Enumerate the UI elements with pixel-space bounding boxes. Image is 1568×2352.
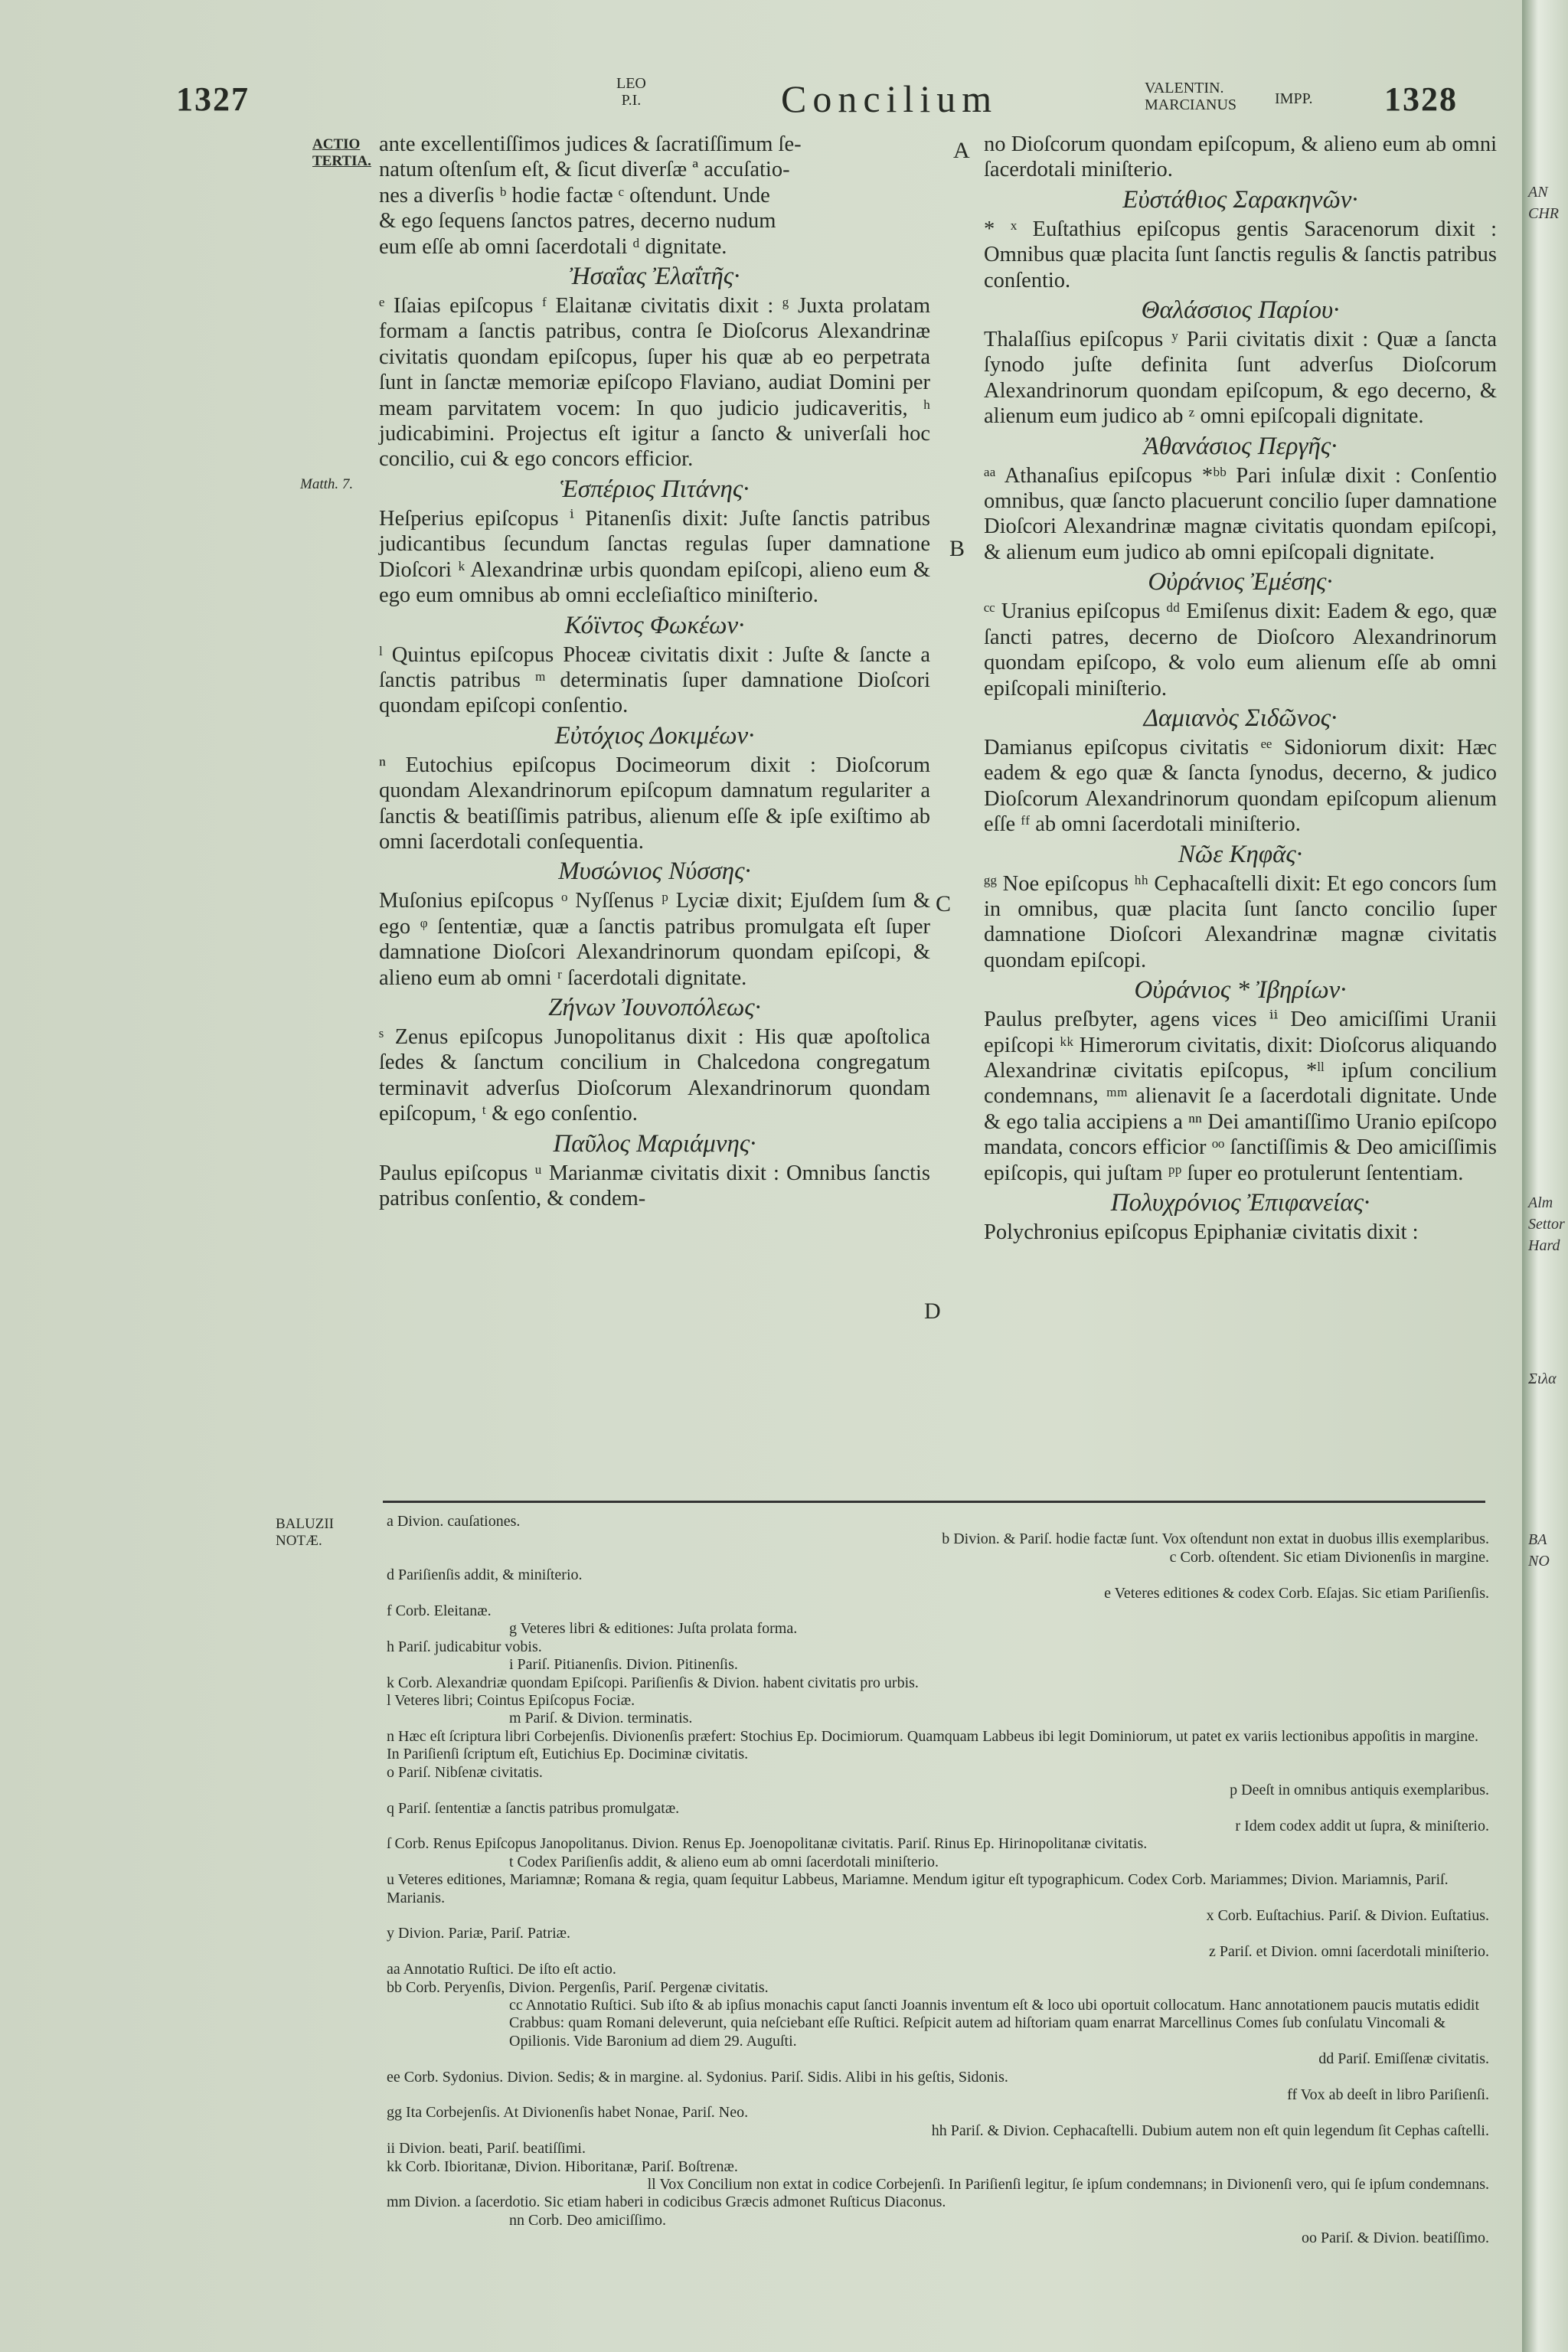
left-line-3: nes a diverſis ᵇ hodie factæ ᶜ oſtendunt. Unde bbox=[379, 183, 770, 207]
footnote: c Corb. oſtendent. Sic etiam Divionenſis in margine. bbox=[1169, 1548, 1489, 1566]
paragraph-zenus: ˢ Zenus epiſcopus Junopolitanus dixit : His quæ apoſtolica ſedes & ſanctum concilium in Chalcedona congregatum terminavit adverſus Dioſcorum Alexandrinorum quondam epiſcopum, ᵗ & ego conſentio. bbox=[379, 1024, 930, 1126]
footnote: t Codex Pariſienſis addit, & alieno eum ab omni ſacerdotali miniſterio. bbox=[509, 1853, 939, 1870]
running-head-title: Concilium bbox=[781, 77, 998, 120]
left-line-1: ante excellentiſſimos judices & ſacratiſſimum ſe- bbox=[379, 132, 802, 156]
footnote: b Divion. & Pariſ. hodie factæ ſunt. Vox oſtendunt non extat in duobus illis exemplaribus. bbox=[942, 1530, 1489, 1548]
footnote: h Pariſ. judicabitur vobis. bbox=[387, 1638, 542, 1655]
paragraph-eutochius: ⁿ Eutochius epiſcopus Docimeorum dixit : Dioſcorum quondam Alexandrinorum epiſcopum damnatum regulariter a ſanctis & beatiſſimis patribus, alienum eſſe & ipſe exiſtimo ab omni ſacerdotali conſequentia. bbox=[379, 753, 930, 854]
footnote: x Corb. Euſtachius. Pariſ. & Divion. Euſtatius. bbox=[1206, 1906, 1489, 1924]
next-page-fragment: AN bbox=[1528, 184, 1548, 201]
greek-heading-musonius: Μυσώνιος Νύσσης· bbox=[558, 858, 751, 886]
footnote: hh Pariſ. & Divion. Cephacaſtelli. Dubium autem non eſt quin legendum ſit Cephas caſtelli. bbox=[931, 2122, 1489, 2139]
footnote: q Pariſ. ſententiæ a ſanctis patribus promulgatæ. bbox=[387, 1799, 680, 1817]
paragraph-quintus: ˡ Quintus epiſcopus Phoceæ civitatis dixit : Juſte & ſancte a ſanctis patribus ᵐ determinatis ſuper damnatione Dioſcori quondam epiſcopi conſentio. bbox=[379, 642, 930, 718]
greek-heading-athanasius: Ἀθανάσιος Περγῆς· bbox=[1143, 432, 1338, 460]
footnote: g Veteres libri & editiones: Juſta prolata forma. bbox=[509, 1620, 798, 1638]
paragraph-polychronius: Polychronius epiſcopus Epiphaniæ civitatis dixit : bbox=[984, 1220, 1419, 1244]
footnote: ſ Corb. Renus Epiſcopus Janopolitanus. Divion. Renus Ep. Joenopolitanæ civitatis. Pariſ. Rinus Ep. Hirinopolitanæ civitatis. bbox=[387, 1835, 1148, 1853]
next-page-fragment: Alm bbox=[1528, 1194, 1553, 1211]
paragraph-noe: ᵍᵍ Noe epiſcopus ʰʰ Cephacaſtelli dixit: Et ego concors ſum in omnibus, quæ placita ſunt ſancto concilio ſuper damnatione Dioſcori Alexandrinæ magnæ civitatis quondam epiſcopi. bbox=[984, 871, 1497, 972]
next-page-fragment: BA bbox=[1528, 1531, 1547, 1548]
footnotes bbox=[387, 1513, 1489, 2248]
paragraph-paulus: Paulus epiſcopus ᵘ Marianmæ civitatis dixit : Omnibus ſanctis patribus conſentio, & condem- bbox=[379, 1161, 930, 1210]
footnote: mm Divion. a ſacerdotio. Sic etiam haberi in codicibus Græcis admonet Ruſticus Diaconus. bbox=[387, 2194, 946, 2211]
paragraph-musonius: Muſonius epiſcopus ᵒ Nyſſenus ᵖ Lyciæ dixit; Ejuſdem ſum & ego ᵠ ſententiæ, quæ a ſanctis patribus promulgata eſt ſuper damnatione Dioſcori Alexandrinorum quondam epiſcopi, & alieno eum ab omni ʳ ſacerdotali dignitate. bbox=[379, 889, 930, 990]
footnote: ff Vox ab deeſt in libro Pariſienſi. bbox=[1287, 2086, 1489, 2103]
footnote: dd Pariſ. Emiſſenæ civitatis. bbox=[1318, 2050, 1489, 2068]
section-letter-b: B bbox=[949, 536, 965, 561]
next-page-fragment: Σιλα bbox=[1528, 1370, 1557, 1387]
greek-heading-hesperius: Ἑσπέριος Πιτάνης· bbox=[560, 475, 750, 503]
paragraph-uranius: ᶜᶜ Uranius epiſcopus ᵈᵈ Emiſenus dixit: Eadem & ego, quæ ſancti patres, decerno de Dioſcoro Alexandrinorum quondam epiſcopo, & volo eum alienum eſſe ab omni epiſcopali miniſterio. bbox=[984, 599, 1497, 701]
running-head-emperors: VALENTIN. MARCIANUS bbox=[1145, 80, 1237, 113]
left-column bbox=[379, 132, 930, 1211]
footnote: d Pariſienſis addit, & miniſterio. bbox=[387, 1566, 583, 1584]
footnote: nn Corb. Deo amiciſſimo. bbox=[509, 2211, 666, 2229]
section-letter-c: C bbox=[936, 891, 952, 916]
footnote: f Corb. Eleitanæ. bbox=[387, 1602, 492, 1620]
paragraph-thalassius: Thalaſſius epiſcopus ʸ Parii civitatis dixit : Quæ a ſancta ſynodo juſte definita ſunt adverſus Dioſcorum Alexandrinorum quondam epiſcopum, & ego decerno, & alienum eum judico ab ᶻ omni epiſcopali dignitate. bbox=[984, 328, 1497, 429]
greek-heading-uranius: Οὐράνιος Ἐμέσης· bbox=[1148, 568, 1333, 596]
left-line-2: natum oſtenſum eſt, & ſicut diverſæ ª accuſatio- bbox=[379, 158, 790, 182]
greek-heading-esaias: Ἠσαΐας Ἐλαΐτῆς· bbox=[569, 263, 740, 291]
section-letter-d: D bbox=[924, 1298, 941, 1324]
paragraph-damianus: Damianus epiſcopus civitatis ᵉᵉ Sidoniorum dixit: Hæc eadem & ego quæ & ſancta ſynodus, decerno, & judico Dioſcorum Alexandrinorum quondam epiſcopum alienum eſſe ᶠᶠ ab omni ſacerdotali miniſterio. bbox=[984, 735, 1497, 837]
next-page-fragment: Settor bbox=[1528, 1216, 1565, 1233]
running-head-leo: LEO P.I. bbox=[616, 75, 646, 109]
footnote: i Pariſ. Pitianenſis. Divion. Pitinenſis. bbox=[509, 1656, 738, 1674]
footnote-rule bbox=[383, 1501, 1485, 1503]
running-head-impp: IMPP. bbox=[1275, 90, 1313, 107]
footnote: a Divion. cauſationes. bbox=[387, 1513, 521, 1530]
margin-actio: ACTIO TERTIA. bbox=[312, 136, 371, 169]
paragraph-hesperius: Heſperius epiſcopus ⁱ Pitanenſis dixit: Juſte ſanctis patribus judicantibus ſecundum ſanctas regulas ſuper damnatione Dioſcori ᵏ Alexandrinæ urbis quondam epiſcopi, alieno eum & ego eum omnibus ab omni eccleſiaſtico miniſterio. bbox=[379, 506, 930, 608]
next-page-fragment: CHR bbox=[1528, 205, 1559, 222]
page-number-right: 1328 bbox=[1384, 80, 1458, 118]
greek-heading-thalassius: Θαλάσσιος Παρίου· bbox=[1141, 296, 1340, 325]
greek-heading-paulus: Παῦλος Μαριάμνης· bbox=[553, 1129, 756, 1158]
next-page-edge bbox=[1522, 0, 1568, 2352]
next-page-fragment: Hard bbox=[1528, 1237, 1560, 1254]
footnote: oo Pariſ. & Divion. beatiſſimo. bbox=[1302, 2230, 1489, 2247]
footnote: o Pariſ. Nibſenæ civitatis. bbox=[387, 1763, 543, 1781]
paragraph-continuation: no Dioſcorum quondam epiſcopum, & alieno eum ab omni ſacerdotali miniſterio. bbox=[984, 132, 1497, 182]
right-column bbox=[984, 132, 1497, 1245]
left-line-5: eum eſſe ab omni ſacerdotali ᵈ dignitate. bbox=[379, 234, 727, 259]
footnote: aa Annotatio Ruſtici. De iſto eſt actio. bbox=[387, 1961, 616, 1978]
paragraph-eustathius: * ˣ Euſtathius epiſcopus gentis Saracenorum dixit : Omnibus quæ placita ſunt ſanctis regulis & ſanctis patribus conſentio. bbox=[984, 217, 1497, 292]
notes-label: BALUZII NOTÆ. bbox=[276, 1516, 334, 1549]
next-page-fragment: NO bbox=[1528, 1553, 1550, 1570]
page-number-left: 1327 bbox=[176, 80, 250, 118]
footnote: cc Annotatio Ruſtici. Sub iſto & ab ipſius monachis caput ſancti Joannis inventum eſt & loco ubi oportuit collocatum. Hanc annotationem paucis mutatis edidit Crabbus: quam Romani deleverunt, quia neſciebant eſſe Ruſtici. Reſpicit autem ad hiſtoriam quam enarrat Marcellinus Comes ſub conſulatu Vincomali & Opilionis. Vide Baronium ad diem 29. Auguſti. bbox=[509, 1996, 1480, 2050]
footnote: u Veteres editiones, Mariamnæ; Romana & regia, quam ſequitur Labbeus, Mariamne. Mendum igitur eſt typographicum. Codex Corb. Mariammes; Divion. Mariamnis, Pariſ. Marianis. bbox=[387, 1871, 1449, 1906]
footnote: z Pariſ. et Divion. omni ſacerdotali miniſterio. bbox=[1208, 1942, 1489, 1960]
greek-heading-damianus: Δαμιανὸς Σιδῶνος· bbox=[1143, 704, 1338, 732]
footnote: kk Corb. Ibioritanæ, Divion. Hiboritanæ, Pariſ. Boſtrenæ. bbox=[387, 2158, 738, 2175]
margin-matthew-ref: Matth. 7. bbox=[300, 476, 354, 492]
greek-heading-uranius-iberorum: Οὐράνιος * Ἰβηρίων· bbox=[1134, 976, 1347, 1004]
footnote: ii Divion. beati, Pariſ. beatiſſimi. bbox=[387, 2140, 586, 2158]
footnote: e Veteres editiones & codex Corb. Eſajas. Sic etiam Pariſienſis. bbox=[1104, 1584, 1489, 1602]
paragraph-paulus-presbyter: Paulus preſbyter, agens vices ⁱⁱ Deo amiciſſimi Uranii epiſcopi ᵏᵏ Himerorum civitatis, dixit: Dioſcorus aliquando Alexandrinæ civitatis epiſcopus, *ˡˡ ipſum concilium condemnans, ᵐᵐ alienavit ſe a ſacerdotali dignitate. Unde & ego talia accipiens a ⁿⁿ Dei amantiſſimo Uranio epiſcopo mandata, concors efficior ᵒᵒ ſanctiſſimis & Deo amiciſſimis epiſcopis, qui juſtam ᵖᵖ ſuper eo protulerunt ſententiam. bbox=[984, 1008, 1497, 1185]
greek-heading-eutochius: Εὐτόχιος Δοκιμέων· bbox=[554, 721, 755, 750]
greek-heading-eustathius: Εὐστάθιος Σαρακηνῶν· bbox=[1122, 185, 1358, 214]
paragraph-athanasius: ᵃᵃ Athanaſius epiſcopus *ᵇᵇ Pari inſulæ dixit : Conſentio omnibus, quæ ſancto placuerunt concilio ſuper damnatione Dioſcori Alexandrinæ magnæ civitatis quondam epiſcopi, & alienum eum judico ab omni epiſcopali dignitate. bbox=[984, 463, 1497, 564]
greek-heading-polychronius: Πολυχρόνιος Ἐπιφανείας· bbox=[1110, 1189, 1370, 1217]
footnote: gg Ita Corbejenſis. At Divionenſis habet Nonae, Pariſ. Neo. bbox=[387, 2104, 749, 2122]
footnote: ll Vox Concilium non extat in codice Corbejenſi. In Pariſienſi legitur, ſe ipſum condemnans; in Divionenſi vero, qui ſe ipſum condemnans. bbox=[647, 2176, 1489, 2194]
footnote: ee Corb. Sydonius. Divion. Sedis; & in margine. al. Sydonius. Pariſ. Sidis. Alibi in his geſtis, Sidonis. bbox=[387, 2068, 1008, 2086]
section-letter-a: A bbox=[953, 138, 970, 163]
paragraph-isaias: ᵉ Iſaias epiſcopus ᶠ Elaitanæ civitatis dixit : ᵍ Juxta prolatam formam a ſanctis patribus, contra ſe Dioſcorus Alexandrinæ civitatis quondam epiſcopus, ſuper his quæ ab eo perpetrata ſunt in ſanctæ memoriæ epiſcopo Flaviano, audiat Domini per meam parvitatem vocem: In quo judicio judicaveritis, ʰ judicabimini. Projectus eſt igitur a ſancto & univerſali hoc concilio, cui & ego concors efficior. bbox=[379, 294, 930, 472]
footnote: k Corb. Alexandriæ quondam Epiſcopi. Pariſienſis & Divion. habent civitatis pro urbis. bbox=[387, 1674, 919, 1691]
greek-heading-quintus: Κόϊντος Φωκέων· bbox=[564, 611, 745, 639]
footnote: r Idem codex addit ut ſupra, & miniſterio. bbox=[1235, 1817, 1489, 1834]
greek-heading-zenus: Ζήνων Ἰουνοπόλεως· bbox=[548, 993, 761, 1021]
greek-heading-noe: Νῶε Κηφᾶς· bbox=[1178, 840, 1303, 868]
footnote: l Veteres libri; Cointus Epiſcopus Fociæ. bbox=[387, 1692, 635, 1710]
footnote: n Hæc eſt ſcriptura libri Corbejenſis. Divionenſis præfert: Stochius Ep. Docimiorum. Quamquam Labbeus ibi legit Dominiorum, ut patet ex variis lectionibus appoſitis in margine. In Pariſienſi ſcriptum eſt, Eutichius Ep. Dociminæ civitatis. bbox=[387, 1727, 1479, 1763]
footnote: y Divion. Pariæ, Pariſ. Patriæ. bbox=[387, 1925, 570, 1942]
footnote: m Pariſ. & Divion. terminatis. bbox=[509, 1710, 693, 1727]
footnote: p Deeſt in omnibus antiquis exemplaribus. bbox=[1230, 1782, 1489, 1799]
footnote: bb Corb. Peryenſis, Divion. Pergenſis, Pariſ. Pergenæ civitatis. bbox=[387, 1978, 769, 1996]
left-line-4: & ego ſequens ſanctos patres, decerno nudum bbox=[379, 209, 776, 234]
